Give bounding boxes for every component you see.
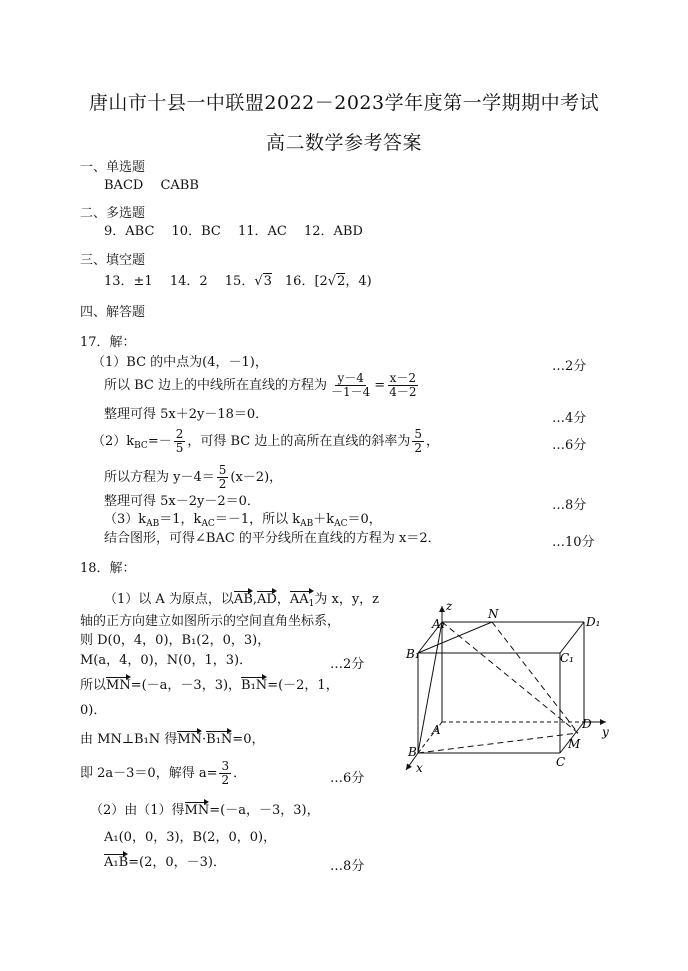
vector-mn: MN <box>184 803 210 818</box>
label-d: D <box>582 717 592 731</box>
fraction-numerator: 2 <box>175 427 184 441</box>
vector-b1n: B₁N <box>206 732 233 747</box>
text: （1）以 A 为原点，以 <box>104 592 234 607</box>
fraction-denominator: 5 <box>175 441 184 455</box>
text: (x－2)， <box>230 470 283 485</box>
q18-line-3: 则 D(0，4，0)，B₁(2，0，3)， <box>80 633 271 648</box>
fill-blank-q16-pre: 16．[2 <box>271 274 328 289</box>
text: （2）由（1）得 <box>90 803 185 818</box>
fraction-numerator: x－2 <box>389 371 417 385</box>
q18-score-6: …6分 <box>330 771 365 786</box>
section-single-choice-heading: 一、单选题 <box>80 160 146 175</box>
q17-line-1: （1）BC 的中点为(4，－1)， <box>92 355 268 370</box>
q18-line-7 <box>80 732 264 748</box>
fraction-denominator: 2 <box>218 477 227 491</box>
fraction <box>219 760 231 787</box>
label-b1: B₁ <box>406 647 420 661</box>
section-multiple-choice-heading: 二、多选题 <box>80 206 146 221</box>
vector-b1n: B₁N <box>241 678 268 693</box>
subscript: AC <box>334 519 348 529</box>
text: ＋k <box>313 512 335 527</box>
subscript: BC <box>134 441 148 451</box>
text: AA <box>289 592 309 607</box>
q18-label: 18．解： <box>80 561 136 576</box>
multiple-choice-answers: 9．ABC 10．BC 11．AC 12．ABD <box>104 224 363 239</box>
text: =－ <box>147 434 172 449</box>
subscript: AB <box>146 519 160 529</box>
label-b: B <box>408 745 417 759</box>
text: 即 2a－3＝0，解得 a= <box>80 766 218 781</box>
fraction-numerator: 5 <box>218 463 227 477</box>
q18-score-2: …2分 <box>330 657 365 672</box>
fill-blank-q16-post: ，4) <box>345 274 372 289</box>
text: （3）k <box>104 512 147 527</box>
cuboid-coordinate-figure <box>396 600 616 780</box>
label-y: y <box>602 725 609 739</box>
text: 所以方程为 y－4＝ <box>104 470 215 485</box>
q18-score-8: …8分 <box>330 859 365 874</box>
q16-radicand: 2 <box>337 274 346 289</box>
q17-score-2: …2分 <box>552 359 587 374</box>
sqrt-symbol: √ <box>254 274 263 289</box>
q18-line-5 <box>80 678 339 694</box>
fill-blank-answers <box>104 274 372 290</box>
fraction-denominator: －1－4 <box>331 385 371 399</box>
q17-line-2 <box>104 372 420 399</box>
dot-operator: · <box>202 732 207 747</box>
q17-line-6: 整理可得 5x－2y－2＝0． <box>104 494 260 509</box>
q17-line-7 <box>104 512 382 532</box>
fraction <box>329 372 372 399</box>
vector-a1b: A₁B <box>104 855 129 870</box>
text: =(2，0，－3)． <box>128 855 227 870</box>
sqrt-symbol: √ <box>327 274 337 289</box>
fraction <box>174 428 186 455</box>
label-x: x <box>416 761 423 775</box>
q17-line-2-text: 所以 BC 边上的中线所在直线的方程为 <box>104 378 328 393</box>
q17-label: 17．解： <box>80 335 136 350</box>
q17-score-6: …6分 <box>552 438 587 453</box>
label-m: M <box>568 737 581 751</box>
fraction-numerator: y－4 <box>337 371 364 385</box>
fraction <box>217 464 229 491</box>
text: =(－2，1， <box>267 678 339 693</box>
text: ，可得 BC 边上的高所在直线的斜率为 <box>187 434 411 449</box>
label-n: N <box>488 607 499 621</box>
text: ， <box>426 434 440 449</box>
q17-score-10: …10分 <box>552 535 595 550</box>
text: （2）k <box>92 434 135 449</box>
subscript: AC <box>201 519 215 529</box>
text: =(－a，－3，3)， <box>209 803 320 818</box>
vector-mn: MN <box>177 732 203 747</box>
label-z: z <box>446 600 453 613</box>
label-a: A <box>432 723 441 737</box>
q17-line-3: 整理可得 5x＋2y－18＝0． <box>104 407 269 422</box>
fraction-denominator: 2 <box>221 773 230 787</box>
q18-line-4: M(a，4，0)，N(0，1，3)． <box>80 653 253 668</box>
label-c: C <box>556 755 566 769</box>
q18-line-2: 轴的正方向建立如图所示的空间直角坐标系， <box>80 614 341 629</box>
q18-line-1: （1）以 A 为原点，以AB,AD，$AA_1$为 x，y，z <box>104 592 379 612</box>
text: ＝1，k <box>159 512 202 527</box>
text: =(－a，－3，3)， <box>130 678 242 693</box>
exam-title: 唐山市十县一中联盟2022－2023学年度第一学期期中考试 <box>88 92 600 114</box>
vector-ad: AD <box>257 592 277 607</box>
fill-blank-q13-15: 13．±1 14．2 15． <box>104 274 255 289</box>
label-a1: A₁ <box>432 617 446 631</box>
q17-score-4: …4分 <box>552 411 587 426</box>
edge-d1-c1 <box>560 622 584 653</box>
q17-line-4 <box>92 428 439 455</box>
text: 所以 <box>80 678 107 693</box>
section-fill-blank-heading: 三、填空题 <box>80 253 146 268</box>
text: =0， <box>232 732 265 747</box>
vector-ab: AB <box>233 592 253 607</box>
single-choice-answers: BACD CABB <box>104 178 199 193</box>
q17-score-8: …8分 <box>552 498 587 513</box>
equals-sign: = <box>374 378 386 393</box>
q17-line-8: 结合图形，可得∠BAC 的平分线所在直线的方程为 x＝2． <box>104 531 441 546</box>
fraction <box>412 428 424 455</box>
fraction-denominator: 4－2 <box>389 385 417 399</box>
subscript: 1 <box>308 599 315 609</box>
fraction-denominator: 2 <box>414 441 423 455</box>
q18-line-8 <box>80 760 246 787</box>
vector-aa1 <box>290 592 315 612</box>
q17-line-5 <box>104 464 282 491</box>
segment-b1-n <box>418 622 492 653</box>
q18-line-11 <box>104 855 226 871</box>
label-c1: C₁ <box>560 651 574 665</box>
q15-radicand: 3 <box>263 274 272 289</box>
exam-subtitle: 高二数学参考答案 <box>265 132 422 154</box>
segment-n-m <box>492 622 578 733</box>
fraction-numerator: 3 <box>221 759 230 773</box>
text: ． <box>233 766 247 781</box>
q18-line-10: A₁(0，0，3)，B(2，0，0)， <box>104 830 277 845</box>
text: 为 x，y，z <box>314 592 380 607</box>
text: ＝0， <box>347 512 382 527</box>
segment-a1-m <box>442 622 578 733</box>
label-d1: D₁ <box>586 615 601 629</box>
section-answer-heading: 四、解答题 <box>80 305 146 320</box>
text: ＝－1，所以 k <box>214 512 301 527</box>
q18-line-9 <box>90 803 320 819</box>
vector-mn: MN <box>106 678 131 693</box>
subscript: AB <box>300 519 314 529</box>
q18-line-6: 0)． <box>80 703 107 718</box>
text: 由 MN⊥B₁N 得 <box>80 732 178 747</box>
fraction <box>387 372 418 399</box>
fraction-numerator: 5 <box>414 427 423 441</box>
segment-b-m <box>418 733 578 753</box>
